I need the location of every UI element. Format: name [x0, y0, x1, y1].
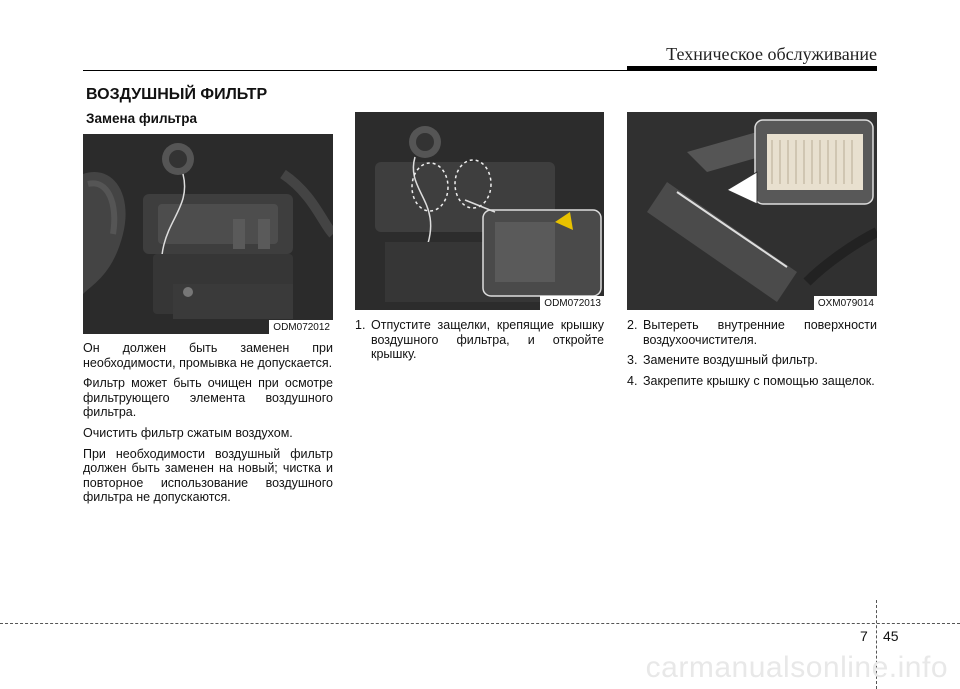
column-1-text — [83, 341, 333, 511]
step-text: Замените воздушный фильтр. — [643, 353, 818, 368]
step-number: 2. — [627, 318, 638, 332]
header-rule-thick — [627, 66, 877, 71]
footer-dashed-line — [0, 623, 960, 624]
sub-heading: Замена фильтра — [86, 111, 198, 126]
running-header-title: Техническое обслуживание — [666, 44, 877, 64]
step-number: 3. — [627, 353, 638, 368]
paragraph: Он должен быть заменен при необходимости, промывка не допускается. — [83, 341, 333, 370]
header-rule-thin — [83, 70, 630, 71]
engine-bay-photo — [83, 134, 333, 334]
engine-bay-clips-illustration — [355, 112, 604, 310]
step-item — [627, 318, 877, 347]
step-number: 1. — [355, 318, 366, 332]
chapter-number: 7 — [860, 628, 868, 644]
photo-code-label: ODM072013 — [540, 296, 604, 310]
step-item — [627, 353, 877, 368]
watermark: carmanualsonline.info — [645, 651, 948, 684]
engine-bay-illustration — [83, 134, 333, 334]
step-text: Закрепите крышку с помощью защелок. — [643, 373, 875, 388]
page-number: 45 — [883, 628, 899, 644]
step-number: 4. — [627, 373, 638, 388]
engine-bay-clips-photo — [355, 112, 604, 310]
paragraph: Очистить фильтр сжатым воздухом. — [83, 425, 293, 440]
photo-code-label: ODM072012 — [269, 320, 333, 334]
column-3-steps — [627, 318, 877, 394]
paragraph: Фильтр может быть очищен при осмотре фильтрующего элемента воздушного фильтра. — [83, 376, 333, 420]
paragraph: При необходимости воздушный фильтр должен быть заменен на новый; чистка и повторное использование воздушного фильтра не допускаются. — [83, 446, 333, 505]
step-item — [627, 374, 877, 389]
air-filter-photo — [627, 112, 877, 310]
step-text: Вытереть внутренние поверхности воздухоочистителя. — [643, 318, 877, 347]
step-item — [355, 318, 604, 362]
photo-code-label: OXM079014 — [814, 296, 877, 310]
air-filter-illustration — [627, 112, 877, 310]
step-text: Отпустите защелки, крепящие крышку воздушного фильтра, и откройте крышку. — [371, 318, 604, 362]
column-2-steps — [355, 318, 604, 368]
section-heading: ВОЗДУШНЫЙ ФИЛЬТР — [86, 86, 268, 103]
